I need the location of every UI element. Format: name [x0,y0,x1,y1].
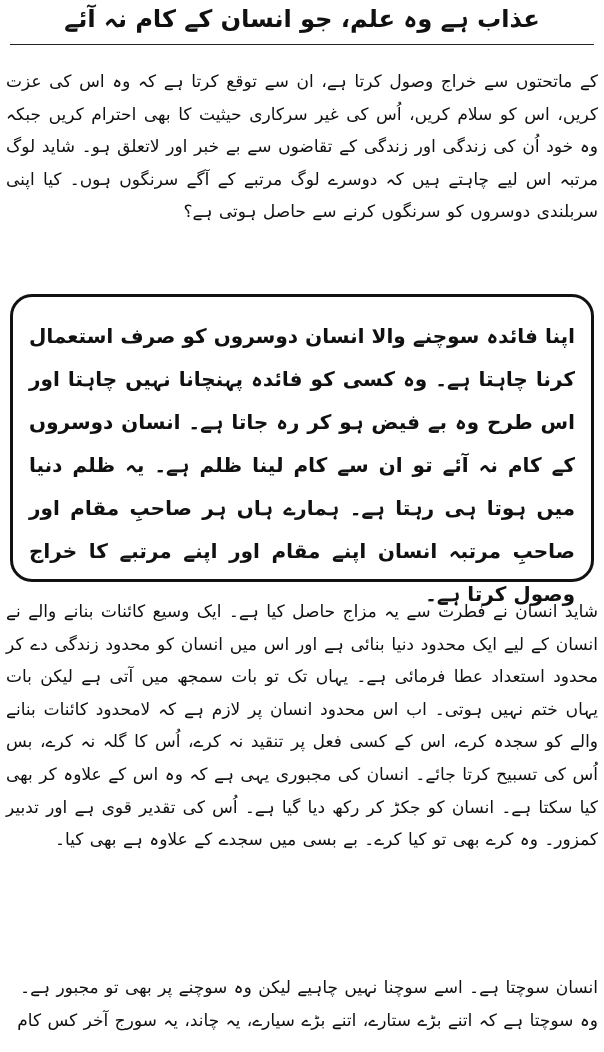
intro-paragraph: کے ماتحتوں سے خراج وصول کرتا ہے، ان سے توقع کرتا ہے کہ وہ اس کی عزت کریں، اس کو سلام کریں، اُس کی غیر سرکاری حیثیت کا بھی احترام کریں جبکہ وہ خود اُن کی زندگی اور زندگی کے تقاضوں سے بے خبر اور لاتعلق ہو۔ شاید لوگ مرتبہ اس لیے چاہتے ہیں کہ دوسرے لوگ مرتبے کے آگے سرنگوں ہوں۔ کیا اپنی سربلندی دوسروں کو سرنگوں کرنے سے حاصل ہوتی ہے؟ [6,72,598,223]
highlight-box [10,294,594,606]
body-paragraph-2: انسان سوچتا ہے۔ اسے سوچنا نہیں چاہیے لیکن وہ سوچنے پر بھی تو مجبور ہے۔ [20,978,598,998]
title-block [6,0,598,52]
highlight-quote: اپنا فائدہ سوچنے والا انسان دوسروں کو صرف استعمال کرنا چاہتا ہے۔ وہ کسی کو فائدہ پہنچانا نہیں چاہتا اور اس طرح وہ بے فیض ہو کر رہ جاتا ہے۔ انسان دوسروں کے کام نہ آئے تو ان سے کام لینا ظلم ہے۔ یہ ظلم دنیا میں ہوتا ہی رہتا ہے۔ ہمارے ہاں ہر صاحبِ مقام اور صاحبِ مرتبہ انسان اپنے مقام اور اپنے مرتبے کا خراج وصول کرتا ہے۔ [29,324,575,606]
title-underline [10,44,594,45]
body-paragraph-3: وہ سوچتا ہے کہ اتنے بڑے ستارے، اتنے بڑے سیارے، یہ چاند، یہ سورج آخر کس کام [17,1010,598,1031]
body-paragraph-1: شاید انسان نے فطرت سے یہ مزاج حاصل کیا ہے۔ ایک وسیع کائنات بنانے والے نے انسان کے لیے ایک محدود دنیا بنائی ہے اور اس میں انسان کو محدود زندگی دے کر محدود استعداد عطا فرمائی ہے۔ یہاں تک تو بات سمجھ میں آتی ہے لیکن بات یہاں ختم نہیں ہوتی۔ اب اس محدود انسان پر لازم ہے کہ لامحدود کائنات بنانے والے کو سجدہ کرے، اس کے کسی فعل پر تنقید نہ کرے، اُس کا گلہ نہ کرے، بس اُس کی تسبیح کرتا جائے۔ انسان کی مجبوری یہی ہے کہ وہ اس کے علاوہ کر بھی کیا سکتا ہے۔ انسان کو جکڑ کر رکھ دیا گیا ہے۔ اُس کی تقدیر قوی ہے اور تدبیر کمزور۔ وہ کرے بھی تو کیا کرے۔ بے بسی میں سجدے کے علاوہ ہے بھی کیا۔ [6,602,598,851]
article-title: عذاب ہے وہ علم، جو انسان کے کام نہ آئے [64,5,540,33]
